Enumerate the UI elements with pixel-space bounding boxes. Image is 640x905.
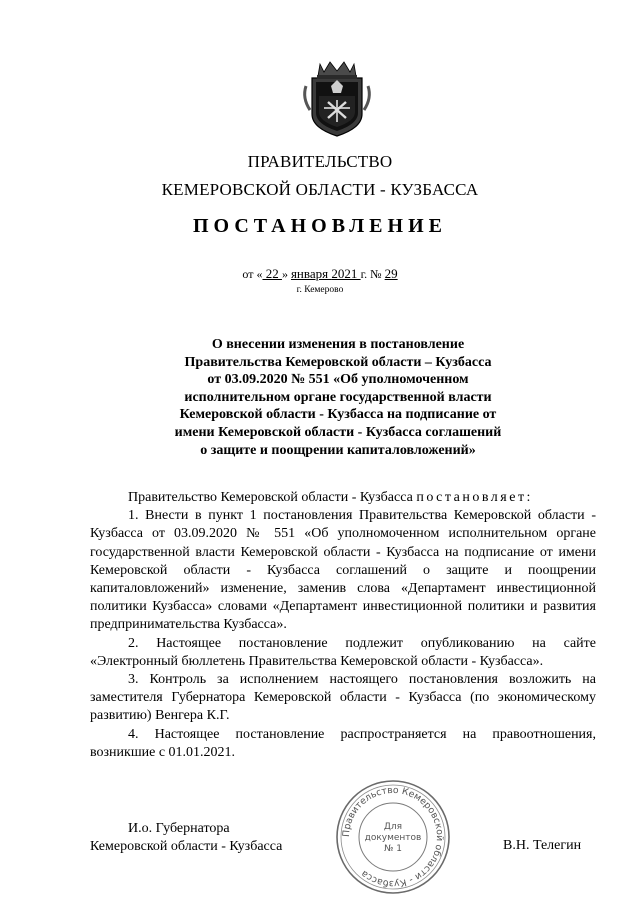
number-label: г. № <box>360 267 382 281</box>
item-2-paragraph: 2. Настоящее постановление подлежит опубликованию на сайте «Электронный бюллетень Правительства Кемеровской области - Кузбасса». <box>90 635 596 669</box>
stamp-center-line3: № 1 <box>384 844 402 854</box>
document-type-heading: ПОСТАНОВЛЕНИЕ <box>193 215 447 237</box>
title-line: Правительства Кемеровской области – Кузбасса <box>184 354 492 370</box>
preamble-verb: постановляет: <box>416 490 533 505</box>
title-line: о защите и поощрении капиталовложений» <box>200 442 476 458</box>
date-year: 2021 <box>331 266 361 281</box>
title-line: исполнительном органе государственной власти <box>184 389 492 405</box>
decree-title <box>150 336 526 459</box>
official-stamp <box>334 778 452 896</box>
stamp-ring-text: Правительство Кемеровской области - Кузбасса <box>340 784 446 890</box>
title-line: Кемеровской области - Кузбасса на подписание от <box>179 407 497 423</box>
preamble-text: Правительство Кемеровской области - Кузбасса <box>128 490 417 505</box>
government-name-line2: КЕМЕРОВСКОЙ ОБЛАСТИ - КУЗБАССА <box>161 180 479 199</box>
date-separator: » <box>281 267 288 281</box>
preamble-paragraph <box>90 489 596 507</box>
government-name-line1: ПРАВИТЕЛЬСТВО <box>247 152 393 171</box>
title-line: имени Кемеровской области - Кузбасса соглашений <box>174 424 502 440</box>
decree-number: 29 <box>384 266 398 281</box>
signatory-position-line2: Кемеровской области - Кузбасса <box>90 839 283 854</box>
date-month: января <box>290 266 332 281</box>
stamp-center-line2: документов <box>364 833 422 843</box>
signatory-position-line1: И.о. Губернатора <box>128 821 230 836</box>
item-4-paragraph: 4. Настоящее постановление распространяется на правоотношения, возникшие с 01.01.2021. <box>90 726 596 760</box>
signatory-position <box>90 820 282 856</box>
title-line: О внесении изменения в постановление <box>211 337 465 352</box>
city-label: г. Кемерово <box>296 285 344 295</box>
item-3-paragraph: 3. Контроль за исполнением настоящего постановления возложить на заместителя Губернатора Кемеровской области - Кузбасса (по экономическому развитию) Венгера К.Г. <box>90 672 596 724</box>
date-prefix: от « <box>242 267 263 281</box>
item-1-paragraph: 1. Внести в пункт 1 постановления Правительства Кемеровской области - Кузбасса от 03.09.2020 № 551 «Об уполномоченном исполнительном органе государственной власти Кемеровской области - Кузбасса на подписание от имени Кемеровской области - Кузбасса соглашений о защите и поощрении капиталовложений» изменение, заменив слова «Департамент инвестиционной политики Кузбасса» словами «Департамент инвестиционной политики и развития предпринимательства Кузбасса». <box>90 508 596 633</box>
decree-body <box>90 489 596 762</box>
signatory-name: В.Н. Телегин <box>503 838 582 853</box>
title-line: от 03.09.2020 № 551 «Об уполномоченном <box>207 372 469 388</box>
coat-of-arms-emblem <box>298 56 376 138</box>
date-day: 22 <box>262 266 282 281</box>
decree-dateline <box>0 266 640 282</box>
stamp-center-line1: Для <box>383 822 403 832</box>
